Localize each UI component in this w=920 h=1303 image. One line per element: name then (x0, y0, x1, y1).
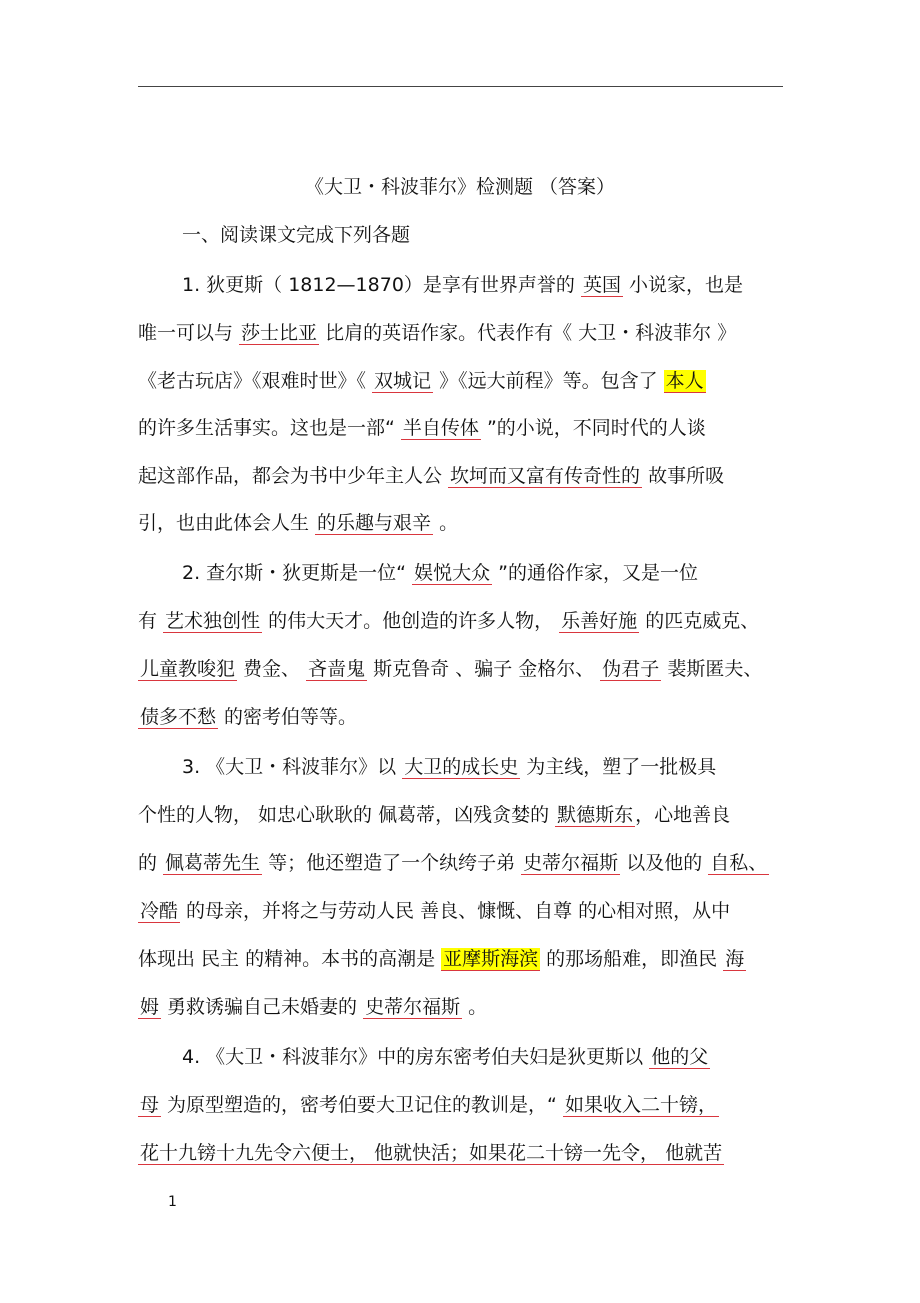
answer-blank: 自私、 (710, 852, 768, 874)
q4-line-1 (182, 1042, 710, 1072)
answer-blank: 冷酷 (140, 900, 179, 922)
text: 》《远大前程》等。包含了 (433, 370, 664, 392)
answer-blank: 双城记 (374, 370, 432, 392)
text: 比肩的英语作家。代表作有《 (319, 322, 579, 344)
text: 裴斯匿夫、 (661, 658, 763, 680)
text: 引，也由此体会人生 (138, 512, 316, 534)
text: ”的通俗作家，又是一位 (492, 562, 698, 584)
answer-blank: 英国 (582, 274, 621, 296)
text: 斯克鲁奇 、骗子 金格尔、 (367, 658, 601, 680)
text: 4. 《大卫・科波菲尔》中的房东密考伯夫妇是狄更斯以 (182, 1046, 650, 1068)
q3-line-1 (182, 752, 716, 782)
answer-blank: 花十九镑十九先令六便士， 他就快活；如果花二十镑一先令， 他就苦 (140, 1142, 723, 1164)
answer-blank: 乐善好施 (561, 610, 638, 632)
header-rule (138, 86, 783, 87)
q1-line-5 (138, 461, 724, 491)
text: 的伟大天才。他创造的许多人物， (262, 610, 560, 632)
q4-line-3 (138, 1138, 724, 1168)
text: 。 (462, 996, 488, 1018)
answer-blank: 海 (725, 948, 745, 970)
text: 的那场船难，即渔民 (540, 948, 724, 970)
text: 故事所吸 (642, 465, 725, 487)
q1-line-4 (138, 413, 706, 443)
answer-blank: 娱悦大众 (414, 562, 491, 584)
text: 小说家，也是 (622, 274, 744, 296)
answer-blank: 默德斯东 (557, 804, 634, 826)
q1-line-2 (138, 318, 736, 348)
q2-line-4 (138, 702, 357, 732)
text: 的匹克威克、 (639, 610, 760, 632)
text: 》 (711, 322, 737, 344)
text: 体现出 民主 的精神。本书的高潮是 (138, 948, 442, 970)
text: 费金、 (237, 658, 307, 680)
answer-blank: 姆 (140, 996, 160, 1018)
text: 大卫・科波菲尔 (578, 322, 712, 344)
q2-line-1 (182, 558, 698, 588)
q3-line-5 (138, 944, 746, 974)
q2-line-3 (138, 654, 762, 684)
text: 的母亲，并将之与劳动人民 善良、慷慨、自尊 的心相对照，从中 (180, 900, 731, 922)
page-number: 1 (168, 1194, 177, 1210)
answer-blank: 史蒂尔福斯 (365, 996, 461, 1018)
text: 。 (433, 512, 459, 534)
q1-line-6 (138, 508, 458, 538)
answer-blank: 的乐趣与艰辛 (317, 512, 432, 534)
highlighted-answer: 本人 (665, 370, 704, 392)
text: 2. 查尔斯・狄更斯是一位“ (182, 562, 413, 584)
text: 起这部作品，都会为书中少年主人公 (138, 465, 449, 487)
answer-blank: 债多不愁 (140, 706, 217, 728)
text: 为原型塑造的，密考伯要大卫记住的教训是，“ (161, 1094, 563, 1116)
document-title: 《大卫・科波菲尔》检测题 （答案） (304, 176, 616, 198)
answer-blank: 莎士比亚 (241, 322, 318, 344)
q1-line-3 (138, 366, 706, 396)
answer-blank: 佩葛蒂先生 (165, 852, 261, 874)
answer-blank: 史蒂尔福斯 (523, 852, 619, 874)
q4-line-2 (138, 1090, 719, 1120)
q3-line-6 (138, 992, 487, 1022)
text: 《老古玩店》《艰难时世》《 (138, 370, 373, 392)
answer-blank: 母 (140, 1094, 160, 1116)
text: ”的小说，不同时代的人谈 (480, 417, 706, 439)
q3-line-2 (138, 800, 730, 830)
text: 个性的人物， 如忠心耿耿的 佩葛蒂，凶残贪婪的 (138, 804, 556, 826)
answer-blank: 艺术独创性 (165, 610, 261, 632)
text: 的密考伯等等。 (218, 706, 358, 728)
q3-line-3 (138, 848, 769, 878)
answer-blank: 儿童教唆犯 (140, 658, 236, 680)
text: 的许多生活事实。这也是一部“ (138, 417, 401, 439)
text: 有 (138, 610, 164, 632)
text: 唯一可以与 (138, 322, 240, 344)
q3-line-4 (138, 896, 730, 926)
text: 3. 《大卫・科波菲尔》以 (182, 756, 403, 778)
text: ，心地善良 (635, 804, 731, 826)
answer-blank: 半自传体 (402, 417, 479, 439)
highlighted-answer: 亚摩斯海滨 (443, 948, 539, 970)
q1-line-1 (182, 270, 743, 300)
answer-blank: 大卫的成长史 (404, 756, 519, 778)
text: 的 (138, 852, 164, 874)
answer-blank: 坎坷而又富有传奇性的 (450, 465, 641, 487)
answer-blank: 吝啬鬼 (308, 658, 366, 680)
answer-blank: 伪君子 (602, 658, 660, 680)
section-heading: 一、阅读课文完成下列各题 (182, 224, 411, 246)
text: 为主线，塑了一批极具 (520, 756, 717, 778)
answer-blank: 他的父 (651, 1046, 709, 1068)
answer-blank: 如果收入二十镑， (564, 1094, 717, 1116)
text: 等；他还塑造了一个纨绔子弟 (262, 852, 522, 874)
text: 1. 狄更斯（ 1812—1870）是享有世界声誉的 (182, 274, 581, 296)
text: 以及他的 (620, 852, 709, 874)
text: 勇救诱骗自己未婚妻的 (161, 996, 364, 1018)
q2-line-2 (138, 606, 759, 636)
